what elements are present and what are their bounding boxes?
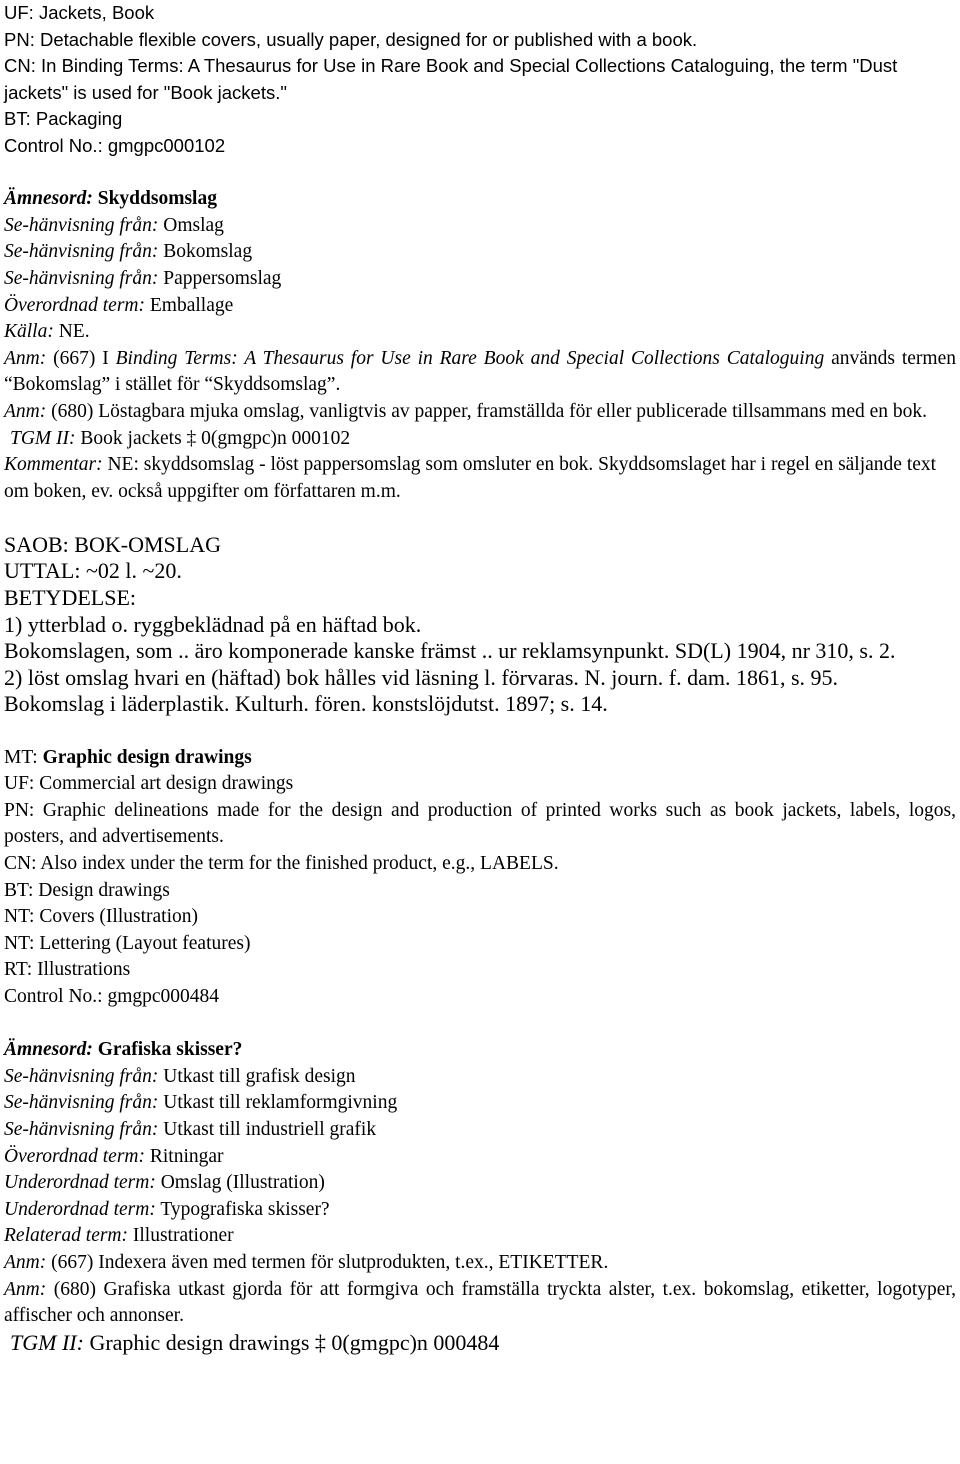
saob-pronunciation: UTTAL: ~02 l. ~20. bbox=[4, 558, 182, 584]
control-number: Control No.: gmgpc000102 bbox=[4, 134, 226, 156]
note-label: Anm: bbox=[4, 1251, 47, 1273]
see-from-line bbox=[4, 213, 956, 240]
subject-label: Ämnesord: bbox=[4, 188, 93, 210]
source-value: NE. bbox=[58, 321, 90, 343]
tgm-value: Graphic design drawings ‡ 0(gmgpc)n 000484 bbox=[89, 1329, 500, 1355]
note-text-pre: (667) I bbox=[53, 347, 109, 369]
see-from-label: Se-hänvisning från: bbox=[4, 1065, 159, 1087]
tgm-value: Book jackets ‡ 0(gmgpc)n 000102 bbox=[80, 427, 351, 449]
see-from-value: Omslag bbox=[163, 214, 224, 236]
see-from-value: Utkast till industriell grafik bbox=[163, 1118, 377, 1140]
nt-line: NT: Lettering (Layout features) bbox=[4, 932, 251, 954]
subject-heading bbox=[4, 186, 956, 213]
comment-text: NE: skyddsomslag - löst pappersomslag som omsluter en bok. Skyddsomslaget har i regel en säljande text om boken, ev. också uppgifter om författaren m.m. bbox=[4, 454, 937, 502]
narrower-term-label: Underordnad term: bbox=[4, 1198, 156, 1220]
narrower-term-value: Typografiska skisser? bbox=[160, 1198, 330, 1220]
saob-sense-1: 1) ytterblad o. ryggbeklädnad på en häftad bok. bbox=[4, 611, 422, 637]
see-from-line bbox=[4, 266, 956, 293]
note-text: (680) Grafiska utkast gjorda för att formgiva och framställa tryckta alster, t.ex. bokomslag, etiketter, logotyper, affischer och annonser. bbox=[4, 1278, 956, 1327]
see-from-value: Pappersomslag bbox=[163, 267, 282, 289]
see-from-line bbox=[4, 1064, 956, 1091]
tgm-record-jackets bbox=[4, 0, 956, 160]
see-from-label: Se-hänvisning från: bbox=[4, 214, 159, 236]
comment-label: Kommentar: bbox=[4, 454, 103, 476]
note-680 bbox=[4, 1277, 956, 1330]
tgm-label: TGM II: bbox=[10, 427, 76, 449]
note-text: (667) Indexera även med termen för slutprodukten, t.ex., ETIKETTER. bbox=[51, 1251, 609, 1273]
broader-term-line bbox=[4, 1144, 956, 1171]
note-text: (680) Löstagbara mjuka omslag, vanligtvis av papper, framställda för eller publicerade tillsammans med en bok. bbox=[51, 400, 928, 422]
saob-sense-2: 2) löst omslag hvari en (häftad) bok hålles vid läsning l. förvaras. N. journ. f. dam. 1861, s. 95. bbox=[4, 664, 839, 690]
narrower-term-line bbox=[4, 1170, 956, 1197]
tgm-line bbox=[4, 426, 956, 453]
saob-heading: SAOB: BOK-OMSLAG bbox=[4, 531, 221, 557]
broader-term-value: Ritningar bbox=[149, 1145, 224, 1167]
note-title: Binding Terms: A Thesaurus for Use in Rare Book and Special Collections Cataloguing bbox=[115, 347, 825, 369]
nt-line: NT: Covers (Illustration) bbox=[4, 906, 198, 928]
broader-term-line bbox=[4, 293, 956, 320]
bt-line: BT: Design drawings bbox=[4, 879, 170, 901]
narrower-term-value: Omslag (Illustration) bbox=[160, 1172, 325, 1194]
tgm-record-graphic-design bbox=[4, 745, 956, 1011]
broader-term-label: Överordnad term: bbox=[4, 1145, 145, 1167]
source-line bbox=[4, 319, 956, 346]
broader-term-label: Överordnad term: bbox=[4, 294, 145, 316]
related-term-line bbox=[4, 1223, 956, 1250]
see-from-label: Se-hänvisning från: bbox=[4, 1118, 159, 1140]
note-label: Anm: bbox=[4, 1278, 47, 1300]
see-from-value: Utkast till grafisk design bbox=[163, 1065, 356, 1087]
see-from-line bbox=[4, 239, 956, 266]
saob-meaning-heading: BETYDELSE: bbox=[4, 585, 136, 611]
saob-quote-2: Bokomslag i läderplastik. Kulturh. fören. konstslöjdutst. 1897; s. 14. bbox=[4, 691, 608, 717]
comment-line bbox=[4, 452, 956, 505]
subject-value: Skyddsomslag bbox=[97, 188, 217, 210]
note-667 bbox=[4, 346, 956, 399]
swedish-record-grafiska-skisser bbox=[4, 1037, 956, 1356]
saob-entry bbox=[4, 532, 956, 718]
cn-line: CN: Also index under the term for the finished product, e.g., LABELS. bbox=[4, 853, 559, 874]
see-from-label: Se-hänvisning från: bbox=[4, 267, 159, 289]
main-term-value: Graphic design drawings bbox=[42, 746, 252, 768]
pn-line: PN: Graphic delineations made for the design and production of printed works such as book jackets, labels, logos, posters, and advertisements. bbox=[4, 799, 956, 848]
see-from-label: Se-hänvisning från: bbox=[4, 241, 159, 263]
tgm-line bbox=[4, 1330, 956, 1357]
cn-line: CN: In Binding Terms: A Thesaurus for Use in Rare Book and Special Collections Cataloguing, the term "Dust jackets" is used for "Book jackets." bbox=[4, 55, 898, 103]
saob-quote-1: Bokomslagen, som .. äro komponerade kanske främst .. ur reklamsynpunkt. SD(L) 1904, nr 310, s. 2. bbox=[4, 638, 896, 664]
tgm-label: TGM II: bbox=[10, 1329, 84, 1355]
control-number: Control No.: gmgpc000484 bbox=[4, 985, 220, 1007]
note-label: Anm: bbox=[4, 400, 47, 422]
bt-line: BT: Packaging bbox=[4, 108, 123, 130]
source-label: Källa: bbox=[4, 321, 54, 343]
see-from-value: Bokomslag bbox=[163, 241, 253, 263]
swedish-record-skyddsomslag bbox=[4, 186, 956, 505]
subject-value: Grafiska skisser? bbox=[97, 1039, 243, 1061]
rt-line: RT: Illustrations bbox=[4, 959, 131, 981]
uf-line: UF: Jackets, Book bbox=[4, 2, 155, 23]
note-label: Anm: bbox=[4, 347, 47, 369]
pn-line: PN: Detachable flexible covers, usually paper, designed for or published with a book. bbox=[4, 28, 698, 50]
note-text-post: används termen “Bokomslag” i stället för “Skyddsomslag”. bbox=[4, 347, 957, 396]
narrower-term-label: Underordnad term: bbox=[4, 1172, 156, 1194]
main-term-line bbox=[4, 745, 956, 772]
related-term-label: Relaterad term: bbox=[4, 1225, 129, 1247]
see-from-label: Se-hänvisning från: bbox=[4, 1092, 159, 1114]
note-667 bbox=[4, 1250, 956, 1277]
subject-label: Ämnesord: bbox=[4, 1039, 93, 1061]
subject-heading bbox=[4, 1037, 956, 1064]
uf-line: UF: Commercial art design drawings bbox=[4, 773, 294, 795]
see-from-line bbox=[4, 1090, 956, 1117]
narrower-term-line bbox=[4, 1197, 956, 1224]
broader-term-value: Emballage bbox=[149, 294, 234, 316]
related-term-value: Illustrationer bbox=[132, 1225, 234, 1247]
see-from-line bbox=[4, 1117, 956, 1144]
main-term-label: MT: bbox=[4, 746, 38, 768]
note-680 bbox=[4, 399, 956, 426]
see-from-value: Utkast till reklamformgivning bbox=[163, 1092, 398, 1114]
